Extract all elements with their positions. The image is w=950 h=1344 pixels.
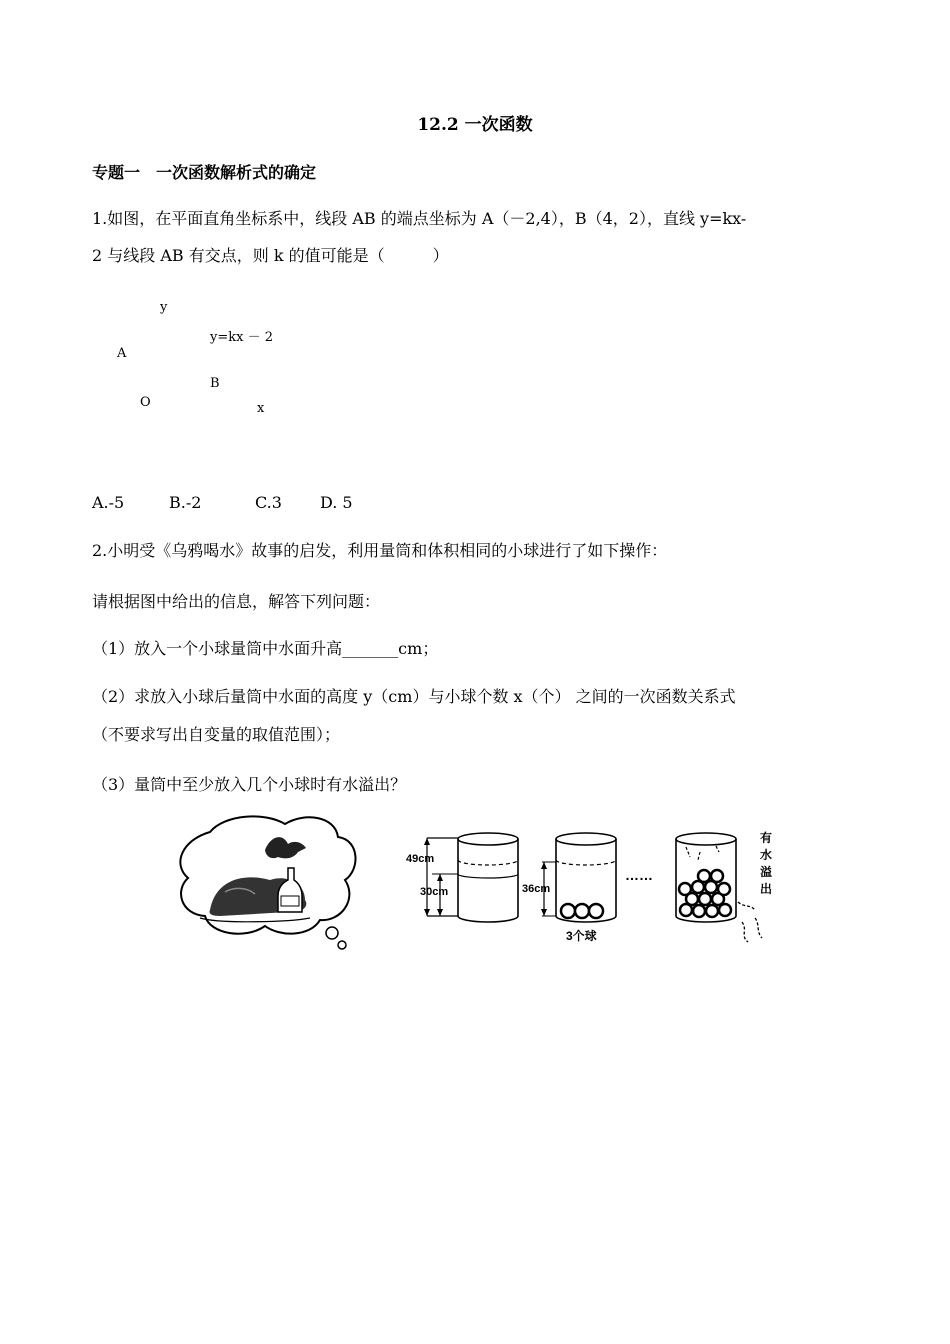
q1-fig-point-b: B [210, 376, 220, 391]
q2-sub2-line1: （2）求放入小球后量筒中水面的高度 y（cm）与小球个数 x（个） 之间的一次函数关系式 [92, 687, 736, 706]
q2-intro: 2.小明受《乌鸦喝水》故事的启发，利用量筒和体积相同的小球进行了如下操作： [92, 541, 668, 560]
overflow-label-1: 有 [760, 831, 773, 845]
overflow-label-3: 溢 [760, 865, 773, 879]
q2-figure [170, 812, 790, 957]
q2-sub1: （1）放入一个小球量筒中水面升高_______cm； [92, 639, 439, 658]
overflow-label-2: 水 [760, 848, 773, 862]
q1-fig-y-label: y [160, 300, 168, 315]
label-30cm: 30cm [420, 886, 449, 898]
label-36cm: 36cm [522, 883, 551, 895]
q1-fig-point-a: A [117, 346, 127, 361]
cylinder-2-diagram [522, 833, 616, 943]
q1-fig-line-label: y=kx － 2 [210, 330, 273, 345]
ball [589, 904, 603, 918]
q2-prompt: 请根据图中给出的信息，解答下列问题： [92, 592, 381, 611]
q1-fig-x-label: x [257, 401, 265, 416]
ball [561, 904, 575, 918]
label-3-balls: 3个球 [566, 929, 597, 943]
overflow-label-4: 出 [760, 882, 773, 896]
section-heading: 专题一 一次函数解析式的确定 [92, 163, 317, 182]
q1-fig-origin: O [140, 395, 151, 410]
q1-choices [92, 490, 353, 516]
choice-a[interactable]: A.-5 [92, 493, 125, 512]
ball [575, 904, 589, 918]
page-title: 12.2 一次函数 [417, 115, 533, 135]
q1-text-line2: 2 与线段 AB 有交点，则 k 的值可能是（ ） [92, 246, 449, 265]
choice-c[interactable]: C.3 [255, 493, 282, 512]
q1-text-line1: 1.如图，在平面直角坐标系中，线段 AB 的端点坐标为 A（－2,4），B（4，2），直线 y=kx- [92, 209, 747, 228]
ellipsis: …… [625, 867, 653, 883]
q2-sub2-line2: （不要求写出自变量的取值范围）； [92, 725, 341, 744]
crow-thought-bubble [180, 816, 355, 949]
q2-sub3: （3）量筒中至少放入几个小球时有水溢出？ [92, 775, 407, 794]
choice-b[interactable]: B.-2 [169, 493, 202, 512]
cylinder-1-diagram [406, 833, 518, 922]
label-49cm: 49cm [406, 853, 435, 865]
choice-d[interactable]: D. 5 [320, 493, 353, 512]
cylinder-3-diagram [676, 830, 772, 942]
